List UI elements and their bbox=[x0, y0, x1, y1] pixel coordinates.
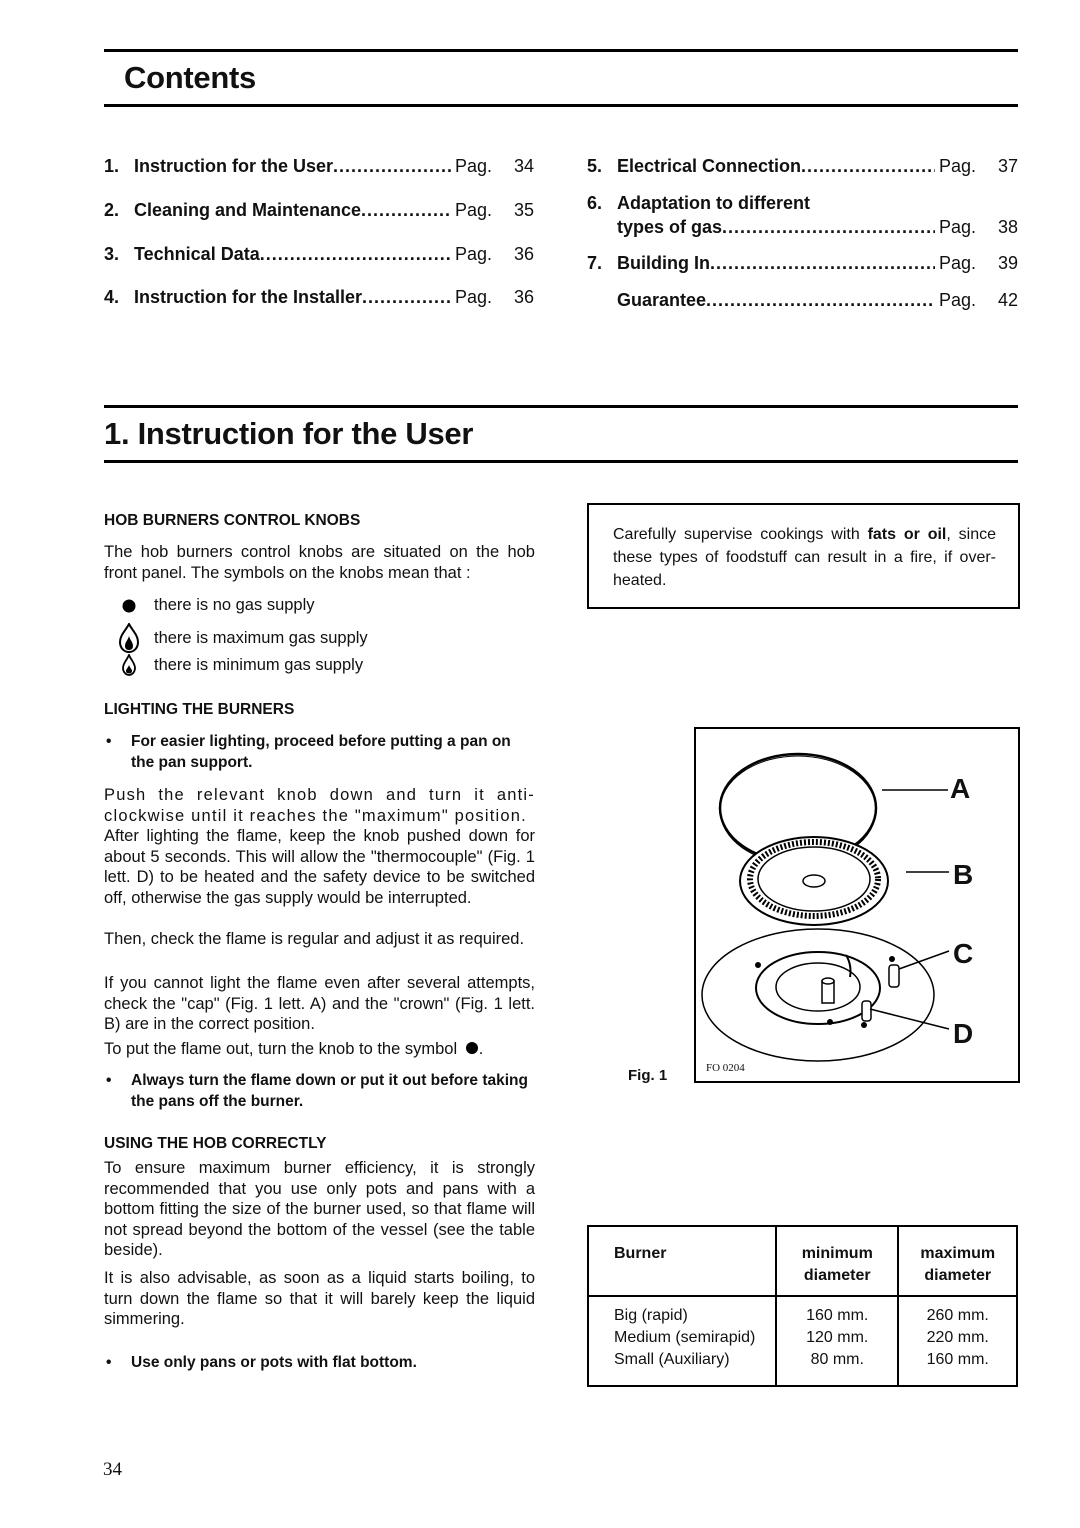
toc-label: Instruction for the Installer bbox=[134, 287, 363, 307]
figure-code: FO 0204 bbox=[706, 1062, 745, 1074]
toc-page: 36 bbox=[513, 287, 534, 307]
table-body-row bbox=[588, 1296, 1017, 1386]
toc-pag: Pag. bbox=[938, 156, 976, 176]
symbol-row-min bbox=[104, 654, 363, 676]
using-bullet-text: Use only pans or pots with flat bottom. bbox=[131, 1354, 417, 1371]
toc-page: 37 bbox=[997, 156, 1018, 176]
using-paragraph-1: To ensure maximum burner efficiency, it is strongly recommended that you use only pots and pans with a bottom fitting the size of the burner used, so that flame will not spread beyond the bottom of the vessel (see the table beside). bbox=[104, 1159, 535, 1260]
toc-pag: Pag. bbox=[454, 200, 492, 220]
figure-letter-d: D bbox=[953, 1018, 974, 1049]
warning-emphasis: fats or oil bbox=[867, 526, 947, 543]
toc-item-6-line1[interactable] bbox=[587, 193, 1018, 214]
figure-letter-a: A bbox=[950, 773, 971, 804]
toc-number: 3. bbox=[104, 244, 120, 264]
toc-item-3[interactable] bbox=[104, 244, 534, 265]
lighting-bullet-text: For easier lighting, proceed before putting a pan on the pan support. bbox=[131, 733, 511, 771]
toc-leader bbox=[710, 253, 935, 274]
table-cell: 260 mm. bbox=[926, 1307, 989, 1324]
hob-text: The hob burners control knobs are situated on the hob front panel. The symbols on the knobs mean that : bbox=[104, 543, 535, 582]
hob-heading: HOB BURNERS CONTROL KNOBS bbox=[104, 512, 361, 529]
bullet-dot: • bbox=[106, 1072, 112, 1089]
lighting-paragraph-1: Push the relevant knob down and turn it anti-clockwise until it reaches the "maximum" position. bbox=[104, 786, 535, 825]
toc-pag: Pag. bbox=[454, 244, 492, 264]
table-cell: Medium (semirapid) bbox=[614, 1329, 756, 1346]
toc-label: Building In bbox=[617, 253, 710, 273]
lighting-paragraph-5-text: To put the flame out, turn the knob to the symbol bbox=[104, 1040, 458, 1058]
lighting-paragraph-4: If you cannot light the flame even after several attempts, check the "cap" (Fig. 1 lett. A) and the "crown" (Fig. 1 lett. B) are in the correct position. bbox=[104, 974, 535, 1034]
toc-leader bbox=[333, 156, 451, 177]
toc-label: Cleaning and Maintenance bbox=[134, 200, 362, 220]
toc-item-guarantee[interactable] bbox=[587, 290, 1018, 311]
page-number: 34 bbox=[103, 1459, 122, 1480]
toc-label: Electrical Connection bbox=[617, 156, 802, 176]
toc-page: 38 bbox=[997, 217, 1018, 237]
max-diameter-cell bbox=[898, 1296, 1017, 1386]
using-paragraph-2: It is also advisable, as soon as a liquid starts boiling, to turn down the flame so that it will barely keep the liquid simmering. bbox=[104, 1269, 535, 1329]
toc-label: types of gas bbox=[617, 217, 723, 237]
table-cell: 80 mm. bbox=[810, 1351, 864, 1368]
burner-names-cell bbox=[588, 1296, 776, 1386]
toc-item-7[interactable] bbox=[587, 253, 1018, 274]
toc-item-6[interactable] bbox=[587, 217, 1018, 238]
toc-number: 2. bbox=[104, 200, 120, 220]
toc-number: 1. bbox=[104, 156, 120, 176]
warning-text: Carefully supervise cookings with fats or oil, since these types of foodstuff can result in a fire, if over-heated. bbox=[613, 526, 996, 589]
toc-leader bbox=[362, 287, 451, 308]
toc-pag: Pag. bbox=[938, 253, 976, 273]
using-bullet bbox=[104, 1352, 535, 1373]
header-maximum-diameter: maximum diameter bbox=[898, 1226, 1017, 1296]
toc-item-2[interactable] bbox=[104, 200, 534, 221]
lighting-paragraph-2: After lighting the flame, keep the knob pushed down for about 5 seconds. This will allow the "thermocouple" (Fig. 1 lett. D) to be heated and the safety device to be switched off, otherwise the gas supply would be interrupted. bbox=[104, 827, 535, 907]
lighting-bullet bbox=[104, 731, 535, 773]
toc-item-5[interactable] bbox=[587, 156, 1018, 177]
warning-box bbox=[587, 503, 1020, 609]
symbol-text: there is no gas supply bbox=[154, 596, 315, 614]
table-cell: 160 mm. bbox=[926, 1351, 989, 1368]
table-cell: Big (rapid) bbox=[614, 1307, 688, 1324]
lighting-paragraph-3: Then, check the flame is regular and adjust it as required. bbox=[104, 930, 525, 948]
contents-title: Contents bbox=[124, 60, 256, 95]
toc-leader bbox=[260, 244, 451, 265]
section-title: 1. Instruction for the User bbox=[104, 416, 474, 451]
figure-letter-b: B bbox=[953, 859, 974, 890]
figure-caption: Fig. 1 bbox=[628, 1067, 668, 1084]
toc-page: 36 bbox=[513, 244, 534, 264]
symbol-row-max bbox=[104, 623, 368, 653]
section-bottom-rule bbox=[104, 460, 1018, 463]
table-cell: Small (Auxiliary) bbox=[614, 1351, 730, 1368]
toc-label: Instruction for the User bbox=[134, 156, 334, 176]
header-burner: Burner bbox=[588, 1226, 776, 1296]
toc-page: 42 bbox=[997, 290, 1018, 310]
table-cell: 160 mm. bbox=[806, 1307, 869, 1324]
symbol-row-no-gas bbox=[104, 596, 315, 615]
table-cell: 220 mm. bbox=[926, 1329, 989, 1346]
no-gas-dot-icon bbox=[465, 1041, 479, 1055]
table-header-row bbox=[588, 1226, 1017, 1296]
toc-leader bbox=[361, 200, 451, 221]
toc-item-1[interactable] bbox=[104, 156, 534, 177]
toc-pag: Pag. bbox=[938, 217, 976, 237]
toc-pag: Pag. bbox=[454, 156, 492, 176]
contents-rule bbox=[104, 104, 1018, 107]
toc-leader bbox=[722, 217, 935, 238]
lighting-paragraph-5: To put the flame out, turn the knob to the symbol . bbox=[104, 1040, 484, 1058]
using-heading: USING THE HOB CORRECTLY bbox=[104, 1135, 327, 1152]
toc-pag: Pag. bbox=[454, 287, 492, 307]
figure-1 bbox=[694, 727, 1020, 1083]
symbol-text: there is minimum gas supply bbox=[154, 655, 364, 674]
lighting-bullet-2-text: Always turn the flame down or put it out before taking the pans off the burner. bbox=[131, 1072, 528, 1110]
header-minimum-diameter: minimum diameter bbox=[776, 1226, 898, 1296]
section-top-rule bbox=[104, 405, 1018, 408]
toc-page: 39 bbox=[997, 253, 1018, 273]
symbol-text: there is maximum gas supply bbox=[154, 628, 368, 647]
toc-pag: Pag. bbox=[938, 290, 976, 310]
min-flame-icon bbox=[104, 654, 154, 676]
bullet-dot: • bbox=[106, 733, 112, 750]
toc-leader bbox=[706, 290, 935, 311]
figure-letter-c: C bbox=[953, 938, 974, 969]
toc-number: 4. bbox=[104, 287, 120, 307]
bullet-dot: • bbox=[106, 1354, 112, 1371]
table-cell: 120 mm. bbox=[806, 1329, 869, 1346]
toc-number: 7. bbox=[587, 253, 603, 273]
toc-page: 35 bbox=[513, 200, 534, 220]
no-gas-dot-icon bbox=[104, 598, 154, 614]
lighting-bullet-2 bbox=[104, 1070, 535, 1112]
top-rule bbox=[104, 49, 1018, 52]
toc-number: 5. bbox=[587, 156, 603, 176]
toc-label: Guarantee bbox=[617, 290, 707, 310]
toc-number: 6. bbox=[587, 193, 603, 213]
toc-label: Technical Data bbox=[134, 244, 260, 264]
toc-label: Adaptation to different bbox=[617, 193, 810, 213]
lighting-heading: LIGHTING THE BURNERS bbox=[104, 701, 295, 718]
min-diameter-cell bbox=[776, 1296, 898, 1386]
toc-leader bbox=[801, 156, 935, 177]
burner-table bbox=[587, 1225, 1018, 1387]
toc-item-4[interactable] bbox=[104, 287, 534, 308]
toc-page: 34 bbox=[513, 156, 534, 176]
max-flame-icon bbox=[104, 623, 154, 653]
